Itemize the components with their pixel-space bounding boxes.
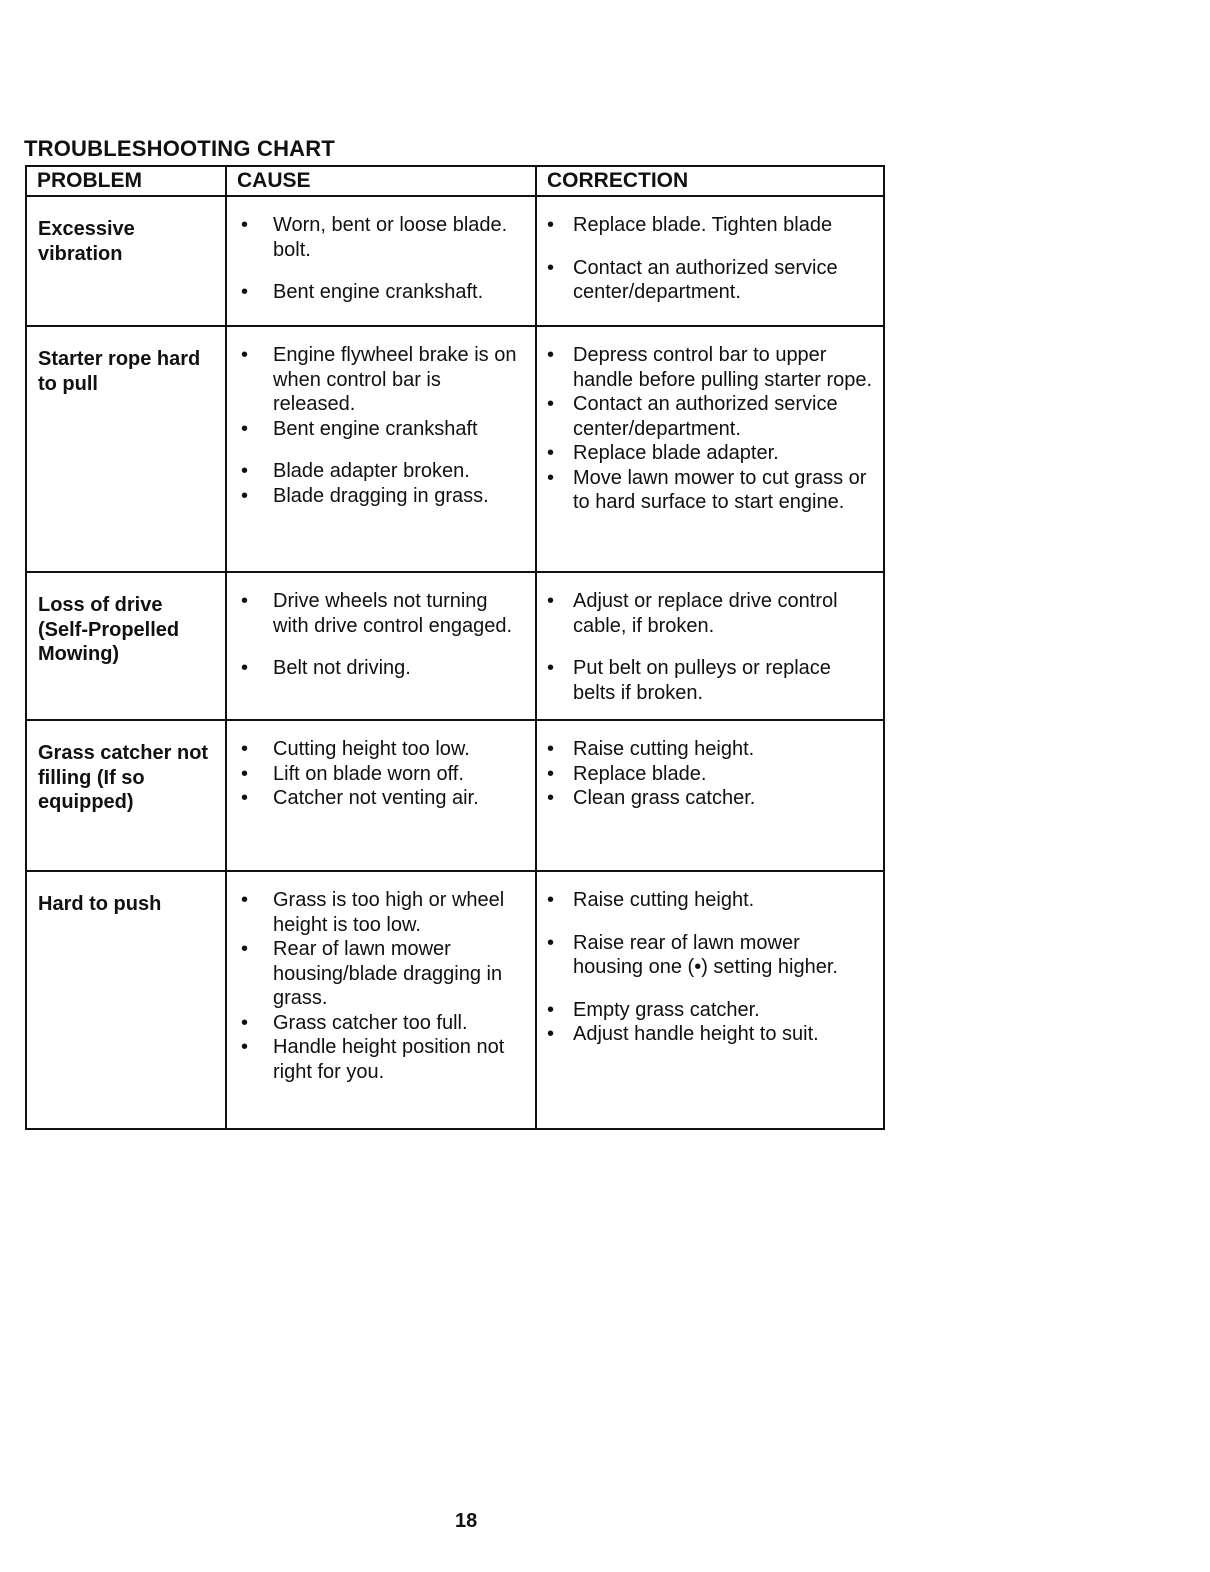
correction-item: • Put belt on pulleys or replace belts if broken. — [547, 656, 875, 705]
correction-item: • Replace blade. Tighten blade — [547, 213, 875, 238]
correction-item: • Move lawn mower to cut grass or to hard surface to start engine. — [547, 466, 875, 515]
cause-list — [237, 213, 527, 305]
cause-item: • Lift on blade worn off. — [237, 762, 527, 787]
cause-item: • Grass catcher too full. — [237, 1011, 527, 1036]
correction-list — [547, 589, 875, 705]
header-problem: PROBLEM — [27, 167, 227, 195]
cause-item: • Rear of lawn mower housing/blade dragging in grass. — [237, 937, 527, 1011]
cause-item: • Catcher not venting air. — [237, 786, 527, 811]
correction-item: • Raise rear of lawn mower housing one (•) setting higher. — [547, 931, 875, 980]
correction-list — [547, 888, 875, 1047]
cause-item: • Blade dragging in grass. — [237, 484, 527, 509]
correction-item: • Replace blade adapter. — [547, 441, 875, 466]
cause-cell — [227, 197, 537, 325]
table-header — [27, 165, 883, 197]
correction-item: • Adjust handle height to suit. — [547, 1022, 875, 1047]
cause-item: • Blade adapter broken. — [237, 459, 527, 484]
table-row — [27, 721, 883, 872]
table-row — [27, 197, 883, 327]
cause-item: • Grass is too high or wheel height is too low. — [237, 888, 527, 937]
correction-list — [547, 213, 875, 305]
correction-item: • Raise cutting height. — [547, 737, 875, 762]
correction-cell — [537, 327, 883, 571]
cause-list — [237, 888, 527, 1084]
cause-cell — [227, 721, 537, 870]
correction-item: • Depress control bar to upper handle before pulling starter rope. — [547, 343, 875, 392]
table-row — [27, 872, 883, 1128]
correction-list — [547, 343, 875, 515]
problem-cell: Hard to push — [27, 872, 227, 1128]
header-cause: CAUSE — [227, 167, 537, 195]
table-row — [27, 327, 883, 573]
header-correction: CORRECTION — [547, 169, 689, 192]
correction-list — [547, 737, 875, 811]
correction-item: • Replace blade. — [547, 762, 875, 787]
correction-item: • Adjust or replace drive control cable, if broken. — [547, 589, 875, 638]
correction-cell — [537, 872, 883, 1128]
cause-cell — [227, 327, 537, 571]
table-row — [27, 573, 883, 721]
cause-cell — [227, 872, 537, 1128]
problem-cell: Grass catcher not filling (If so equipped) — [27, 721, 227, 870]
cause-item: • Handle height position not right for you. — [237, 1035, 527, 1084]
correction-item: • Empty grass catcher. — [547, 998, 875, 1023]
problem-cell: Excessive vibration — [27, 197, 227, 325]
page-number: 18 — [455, 1510, 478, 1532]
cause-item: • Belt not driving. — [237, 656, 527, 681]
cause-item: • Bent engine crankshaft — [237, 417, 527, 442]
cause-list — [237, 737, 527, 811]
correction-item: • Contact an authorized service center/department. — [547, 256, 875, 305]
problem-cell: Loss of drive (Self-Propelled Mowing) — [27, 573, 227, 719]
cause-item: • Engine flywheel brake is on when control bar is released. — [237, 343, 527, 417]
correction-cell — [537, 197, 883, 325]
cause-list — [237, 343, 527, 508]
correction-item: • Raise cutting height. — [547, 888, 875, 913]
problem-cell: Starter rope hard to pull — [27, 327, 227, 571]
correction-item: • Contact an authorized service center/department. — [547, 392, 875, 441]
cause-item: • Worn, bent or loose blade. bolt. — [237, 213, 527, 262]
chart-title: TROUBLESHOOTING CHART — [24, 136, 335, 161]
correction-item: • Clean grass catcher. — [547, 786, 875, 811]
troubleshooting-table — [25, 165, 885, 1130]
cause-item: • Cutting height too low. — [237, 737, 527, 762]
cause-item: • Drive wheels not turning with drive control engaged. — [237, 589, 527, 638]
cause-item: • Bent engine crankshaft. — [237, 280, 527, 305]
cause-list — [237, 589, 527, 681]
correction-cell — [537, 721, 883, 870]
cause-cell — [227, 573, 537, 719]
correction-cell — [537, 573, 883, 719]
